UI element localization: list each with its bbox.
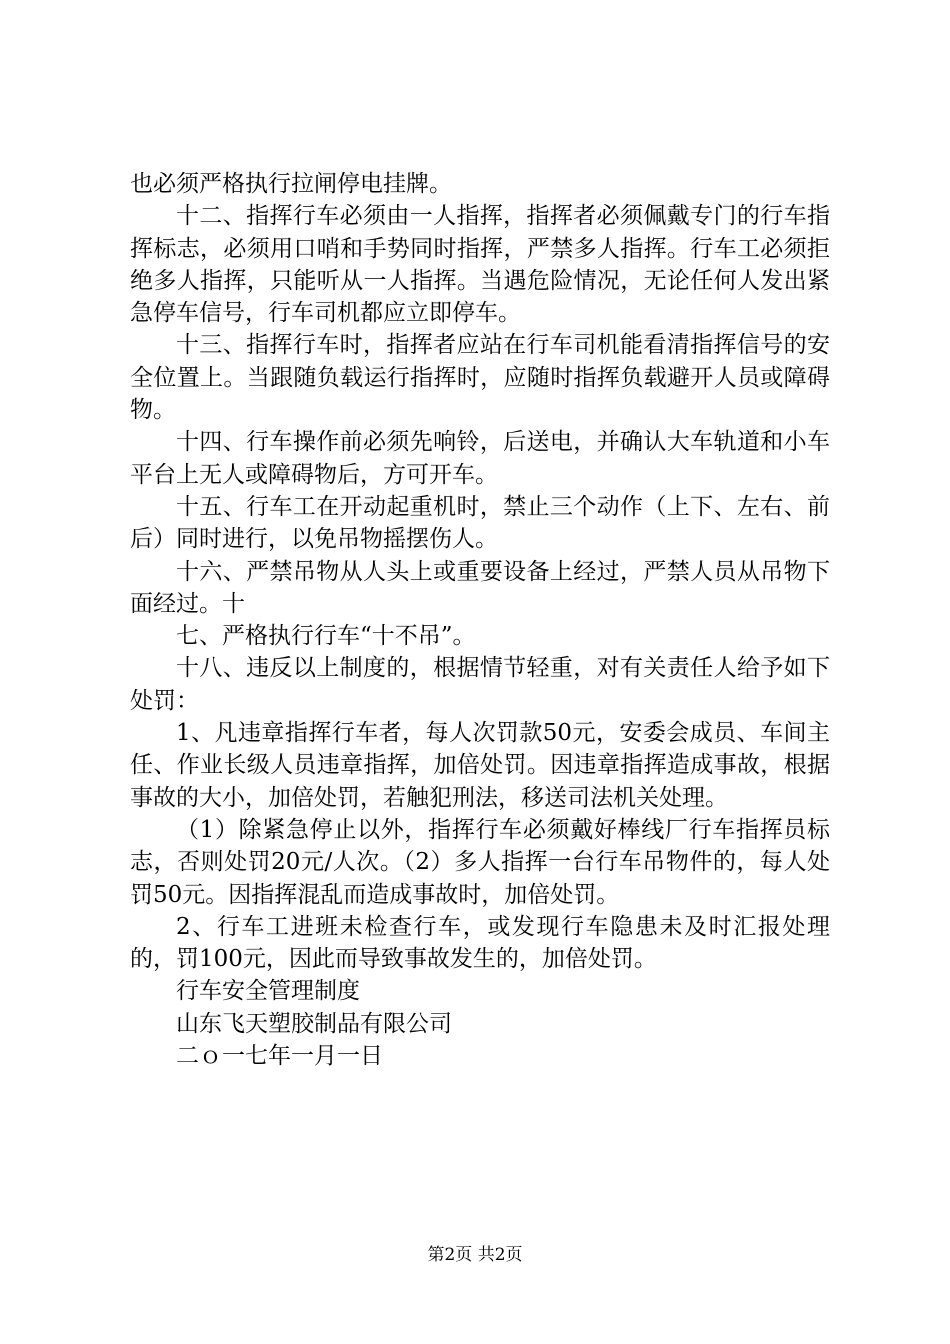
paragraph: （1）除紧急停止以外，指挥行车必须戴好棒线厂行车指挥员标志，否则处罚20元/人次。（2）多人指挥一台行车吊物件的，每人处罚50元。因指挥混乱而造成事故时，加倍处罚。 xyxy=(130,816,830,908)
paragraph: 十四、行车操作前必须先响铃，后送电，并确认大车轨道和小车平台上无人或障碍物后，方可开车。 xyxy=(130,429,830,488)
paragraph: 十八、违反以上制度的，根据情节轻重，对有关责任人给予如下处罚： xyxy=(130,655,830,714)
paragraph: 2、行车工进班未检查行车，或发现行车隐患未及时汇报处理的，罚100元，因此而导致事故发生的，加倍处罚。 xyxy=(130,913,830,973)
document-date: 二ｏ一七年一月一日 xyxy=(176,1043,383,1070)
paragraph: 十三、指挥行车时，指挥者应站在行车司机能看清指挥信号的安全位置上。当跟随负载运行指挥时，应随时指挥负载避开人员或障碍物。 xyxy=(130,332,830,424)
page-number: 第2页 共2页 xyxy=(427,1245,523,1265)
paragraph: 十五、行车工在开动起重机时，禁止三个动作（上下、左右、前后）同时进行，以免吊物摇摆伤人。 xyxy=(130,493,830,553)
paragraph: 十二、指挥行车必须由一人指挥，指挥者必须佩戴专门的行车指挥标志，必须用口哨和手势同时指挥，严禁多人指挥。行车工必须拒绝多人指挥，只能听从一人指挥。当遇危险情况，无论任何人发出紧急停车信号，行车司机都应立即停车。 xyxy=(130,203,830,327)
company-name: 山东飞天塑胶制品有限公司 xyxy=(176,1010,452,1037)
document-title-line: 行车安全管理制度 xyxy=(176,978,360,1005)
paragraph: 七、严格执行行车“十不吊”。 xyxy=(176,623,476,650)
paragraph: 十六、严禁吊物从人头上或重要设备上经过，严禁人员从吊物下面经过。十 xyxy=(130,558,830,617)
document-body xyxy=(130,168,830,1072)
paragraph: 1、凡违章指挥行车者，每人次罚款50元，安委会成员、车间主任、作业长级人员违章指挥，加倍处罚。因违章指挥造成事故，根据事故的大小，加倍处罚，若触犯刑法，移送司法机关处理。 xyxy=(130,720,830,811)
paragraph: 也必须严格执行拉闸停电挂牌。 xyxy=(130,171,452,197)
